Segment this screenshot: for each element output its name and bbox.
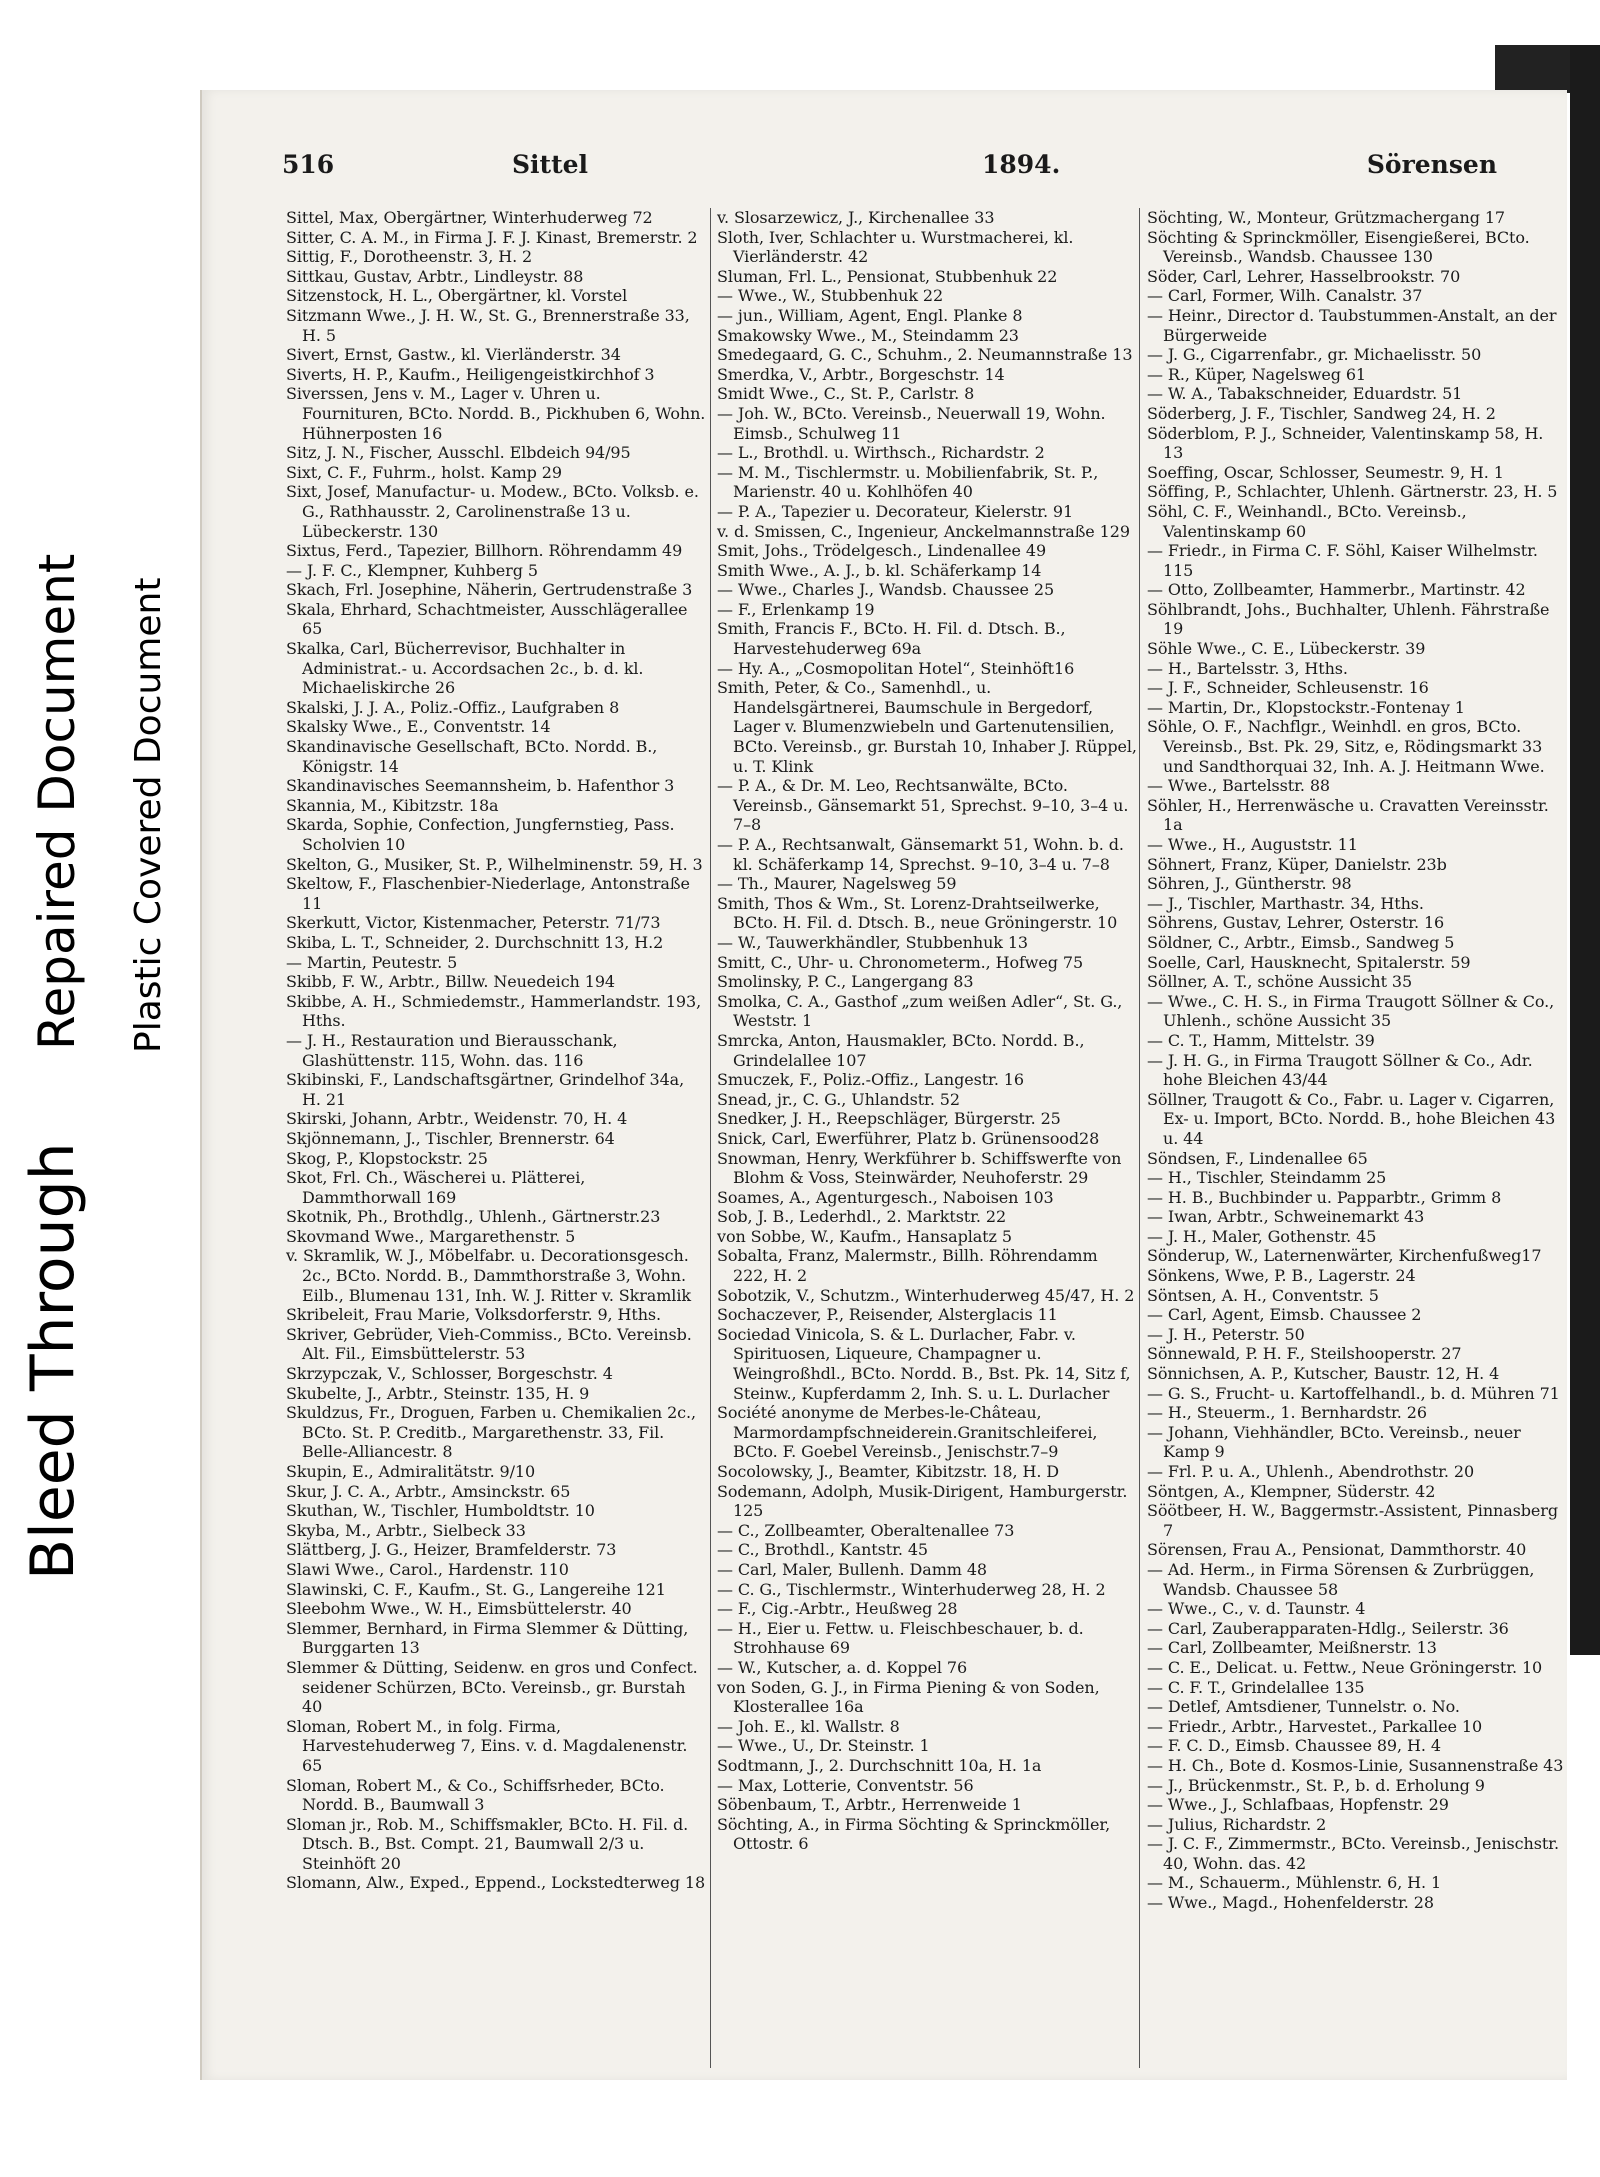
repaired-document-label: Repaired Document — [28, 553, 86, 1050]
directory-entry: Söhle, O. F., Nachflgr., Weinhdl. en gros, BCto. Vereinsb., Bst. Pk. 29, Sitz, e, Rödingsmarkt 33 und Sandthorquai 32, Inh. A. J. Heitmann Wwe. — [1147, 717, 1545, 776]
directory-entry: Smith, Peter, & Co., Samenhdl., u. Handelsgärtnerei, Baumschule in Bergedorf, Lager v. Blumenzwiebeln und Gartenutensilien, BCto. Vereinsb., gr. Burstah 10, Inhaber J. Rüppel, u. T. Klink — [717, 678, 1137, 776]
directory-entry: — J. H., Peterstr. 50 — [1147, 1324, 1305, 1344]
directory-entry: Sitz, J. N., Fischer, Ausschl. Elbdeich 94/95 — [286, 443, 631, 463]
directory-entry: Sönderup, W., Laternenwärter, Kirchenfußweg17 — [1147, 1246, 1542, 1266]
directory-entry: Söötbeer, H. W., Baggermstr.-Assistent, Pinnasberg 7 — [1147, 1501, 1558, 1540]
page-number: 516 — [282, 150, 335, 179]
directory-entry: — J. C. F., Zimmermstr., BCto. Vereinsb., Jenischstr. 40, Wohn. das. 42 — [1147, 1834, 1559, 1873]
directory-entry: Söldner, C., Arbtr., Eimsb., Sandweg 5 — [1147, 932, 1455, 952]
directory-entry: Soelle, Carl, Hausknecht, Spitalerstr. 59 — [1147, 952, 1471, 972]
directory-entry: Skeltow, F., Flaschenbier-Niederlage, Antonstraße 11 — [286, 874, 690, 913]
directory-entry: Sitzmann Wwe., J. H. W., St. G., Brennerstraße 33, H. 5 — [286, 305, 690, 345]
directory-entry: Smith Wwe., A. J., b. kl. Schäferkamp 14 — [717, 560, 1042, 580]
directory-entry: Smolka, C. A., Gasthof „zum weißen Adler“, St. G., Weststr. 1 — [717, 991, 1123, 1031]
directory-entry: Söllner, Traugott & Co., Fabr. u. Lager v. Cigarren, Ex- u. Import, BCto. Nordd. B., hohe Bleichen 43 u. 44 — [1147, 1089, 1556, 1148]
directory-entry: — J., Brückenmstr., St. P., b. d. Erholung 9 — [1147, 1775, 1485, 1795]
plastic-covered-label: Plastic Covered Document — [128, 577, 169, 1053]
directory-entry: Smith, Francis F., BCto. H. Fil. d. Dtsch. B., Harvestehuderweg 69a — [717, 619, 1066, 659]
directory-entry: — F., Cig.-Arbtr., Heußweg 28 — [717, 1599, 958, 1619]
left-running-head: Sittel — [512, 150, 589, 179]
directory-entry: Snick, Carl, Ewerführer, Platz b. Grünensood28 — [717, 1128, 1100, 1148]
directory-entry: Sönnichsen, A. P., Kutscher, Baustr. 12, H. 4 — [1147, 1364, 1500, 1384]
directory-entry: Skandinavisches Seemannsheim, b. Hafenthor 3 — [286, 776, 675, 796]
column-divider — [1139, 208, 1140, 2068]
directory-entry: — Th., Maurer, Nagelsweg 59 — [717, 874, 957, 894]
directory-entry: — Johann, Viehhändler, BCto. Vereinsb., neuer Kamp 9 — [1147, 1422, 1521, 1462]
directory-entry: Slemmer, Bernhard, in Firma Slemmer & Dütting, Burggarten 13 — [286, 1618, 689, 1658]
directory-entry: Sivert, Ernst, Gastw., kl. Vierländerstr. 34 — [286, 345, 621, 365]
directory-entry: — H. B., Buchbinder u. Papparbtr., Grimm 8 — [1147, 1187, 1502, 1207]
directory-entry: Sloth, Iver, Schlachter u. Wurstmacherei, kl. Vierländerstr. 42 — [717, 227, 1074, 267]
directory-entry: — P. A., Tapezier u. Decorateur, Kielerstr. 91 — [717, 501, 1074, 521]
directory-entry: v. Slosarzewicz, J., Kirchenallee 33 — [717, 208, 995, 227]
directory-entry: — Wwe., Bartelsstr. 88 — [1147, 776, 1330, 796]
directory-entry: — J. F., Schneider, Schleusenstr. 16 — [1147, 678, 1429, 698]
directory-entry: — Ad. Herm., in Firma Sörensen & Zurbrüggen, Wandsb. Chaussee 58 — [1147, 1559, 1535, 1599]
directory-entry: — Wwe., J., Schlafbaas, Hopfenstr. 29 — [1147, 1795, 1449, 1815]
directory-entry: Sloman jr., Rob. M., Schiffsmakler, BCto. H. Fil. d. Dtsch. B., Bst. Compt. 21, Baumwall 2/3 u. Steinhöft 20 — [286, 1814, 689, 1873]
directory-entry: — C. T., Hamm, Mittelstr. 39 — [1147, 1030, 1375, 1050]
directory-entry: — W., Kutscher, a. d. Koppel 76 — [717, 1657, 968, 1677]
directory-entry: Skala, Ehrhard, Schachtmeister, Ausschlägerallee 65 — [286, 599, 688, 639]
directory-entry: — H., Eier u. Fettw. u. Fleischbeschauer, b. d. Strohhause 69 — [717, 1618, 1084, 1658]
directory-entry: Söderblom, P. J., Schneider, Valentinskamp 58, H. 13 — [1147, 423, 1544, 463]
directory-entry: Smrcka, Anton, Hausmakler, BCto. Nordd. B., Grindelallee 107 — [717, 1030, 1085, 1070]
directory-entry: Skovmand Wwe., Margarethenstr. 5 — [286, 1226, 576, 1246]
directory-entry: Sitter, C. A. M., in Firma J. F. J. Kinast, Bremerstr. 2 — [286, 227, 698, 247]
directory-entry: — Martin, Peutestr. 5 — [286, 952, 458, 972]
directory-entry: — H., Bartelsstr. 3, Hths. — [1147, 658, 1348, 678]
directory-entry: Soames, A., Agenturgesch., Naboisen 103 — [717, 1187, 1054, 1207]
directory-entry: Söchting, W., Monteur, Grützmachergang 17 — [1147, 208, 1505, 227]
directory-entry: Skannia, M., Kibitzstr. 18a — [286, 795, 499, 815]
directory-entry: — Wwe., W., Stubbenhuk 22 — [717, 286, 944, 306]
directory-entry: — J. H. G., in Firma Traugott Söllner & Co., Adr. hohe Bleichen 43/44 — [1147, 1050, 1533, 1090]
directory-entry: — C. G., Tischlermstr., Winterhuderweg 28, H. 2 — [717, 1579, 1106, 1599]
directory-entry: Sönnewald, P. H. F., Steilshooperstr. 27 — [1147, 1344, 1462, 1364]
directory-entry: Smit, Johs., Trödelgesch., Lindenallee 49 — [717, 541, 1047, 561]
directory-entry: — C., Brothdl., Kantstr. 45 — [717, 1540, 928, 1560]
page-header — [282, 150, 1537, 200]
directory-entry: Sluman, Frl. L., Pensionat, Stubbenhuk 22 — [717, 266, 1058, 286]
directory-entry: Skriver, Gebrüder, Vieh-Commiss., BCto. Vereinsb. Alt. Fil., Eimsbüttelerstr. 53 — [286, 1324, 692, 1364]
directory-entry: Socolowsky, J., Beamter, Kibitzstr. 18, H. D — [717, 1462, 1060, 1481]
directory-entry: Söderberg, J. F., Tischler, Sandweg 24, H. 2 — [1147, 403, 1496, 423]
column-divider — [710, 208, 711, 2068]
directory-entry: Söllner, A. T., schöne Aussicht 35 — [1147, 972, 1413, 992]
directory-entry: v. Skramlik, W. J., Möbelfabr. u. Decorationsgesch. 2c., BCto. Nordd. B., Dammthorstraße 3, Wohn. Eilb., Blumenau 131, Inh. W. J. Ritter v. Skramlik — [286, 1246, 691, 1305]
directory-entry: Skibbe, A. H., Schmiedemstr., Hammerlandstr. 193, Hths. — [286, 991, 702, 1031]
directory-entry: Skalka, Carl, Bücherrevisor, Buchhalter in Administrat.- u. Accordsachen 2c., b. d. kl. Michaeliskirche 26 — [286, 639, 644, 698]
directory-entry: Sobalta, Franz, Malermstr., Billh. Röhrendamm 222, H. 2 — [717, 1246, 1098, 1286]
directory-entry: Smedegaard, G. C., Schuhm., 2. Neumannstraße 13 — [717, 345, 1133, 365]
directory-entry: — Carl, Zollbeamter, Meißnerstr. 13 — [1147, 1638, 1437, 1658]
directory-entry: Skotnik, Ph., Brothdlg., Uhlenh., Gärtnerstr.23 — [286, 1207, 661, 1227]
directory-entry: Söder, Carl, Lehrer, Hasselbrookstr. 70 — [1147, 266, 1461, 286]
directory-entry: Skot, Frl. Ch., Wäscherei u. Plätterei, Dammthorwall 169 — [286, 1168, 586, 1207]
directory-entry: Skibb, F. W., Arbtr., Billw. Neuedeich 194 — [286, 972, 615, 992]
directory-entry: Söhle Wwe., C. E., Lübeckerstr. 39 — [1147, 639, 1426, 659]
directory-entry: Skiba, L. T., Schneider, 2. Durchschnitt 13, H.2 — [286, 932, 664, 952]
directory-entry: — W. A., Tabakschneider, Eduardstr. 51 — [1147, 384, 1463, 404]
directory-entry: Snowman, Henry, Werkführer b. Schiffswerfte von Blohm & Voss, Steinwärder, Neuhoferstr. 29 — [717, 1148, 1122, 1188]
directory-entry: — J. H., Restauration und Bierausschank, Glashüttenstr. 115, Wohn. das. 116 — [286, 1030, 618, 1070]
directory-entry: Smuczek, F., Poliz.-Offiz., Langestr. 16 — [717, 1070, 1024, 1090]
directory-entry: Skuthan, W., Tischler, Humboldtstr. 10 — [286, 1501, 595, 1521]
directory-entry: — Carl, Maler, Bullenh. Damm 48 — [717, 1559, 987, 1579]
directory-entry: Sociedad Vinicola, S. & L. Durlacher, Fabr. v. Spirituosen, Liqueure, Champagner u. Weingroßhdl., BCto. Nordd. B., Bst. Pk. 14, Sitz f, Steinw., Kupferdamm 2, Inh. S. u. L. Durlacher — [717, 1324, 1131, 1403]
directory-entry: — L., Brothdl. u. Wirthsch., Richardstr. 2 — [717, 443, 1045, 463]
directory-entry: — Carl, Zauberapparaten-Hdlg., Seilerstr. 36 — [1147, 1618, 1509, 1638]
directory-entry: von Sobbe, W., Kaufm., Hansaplatz 5 — [717, 1226, 1012, 1246]
directory-entry: Slawi Wwe., Carol., Hardenstr. 110 — [286, 1559, 569, 1579]
directory-entry: Skjönnemann, J., Tischler, Brennerstr. 64 — [286, 1128, 615, 1148]
directory-entry: — J. G., Cigarrenfabr., gr. Michaelisstr. 50 — [1147, 345, 1482, 365]
directory-entry: — Frl. P. u. A., Uhlenh., Abendrothstr. 20 — [1147, 1462, 1475, 1481]
directory-entry: Slawinski, C. F., Kaufm., St. G., Langereihe 121 — [286, 1579, 666, 1599]
directory-entry: Smidt Wwe., C., St. P., Carlstr. 8 — [717, 384, 975, 404]
directory-entry: Smakowsky Wwe., M., Steindamm 23 — [717, 325, 1019, 345]
directory-entry: Siverts, H. P., Kaufm., Heiligengeistkirchhof 3 — [286, 364, 655, 384]
directory-entry: — G. S., Frucht- u. Kartoffelhandl., b. d. Mühren 71 — [1147, 1383, 1560, 1403]
directory-page — [200, 90, 1567, 2080]
bleed-through-label: Bleed Through — [18, 1142, 88, 1580]
scan-dark-edge-right — [1570, 45, 1600, 1655]
directory-entry: — Iwan, Arbtr., Schweinemarkt 43 — [1147, 1207, 1425, 1227]
directory-entry: — C. E., Delicat. u. Fettw., Neue Gröningerstr. 10 — [1147, 1657, 1543, 1677]
directory-entry: — Julius, Richardstr. 2 — [1147, 1814, 1327, 1834]
directory-entry: Söhren, J., Güntherstr. 98 — [1147, 874, 1352, 894]
directory-entry: Sittel, Max, Obergärtner, Winterhuderweg 72 — [286, 208, 653, 227]
directory-entry: Sobotzik, V., Schutzm., Winterhuderweg 45/47, H. 2 — [717, 1285, 1135, 1305]
directory-entry: Skur, J. C. A., Arbtr., Amsinckstr. 65 — [286, 1481, 571, 1501]
directory-entry: — Wwe., Magd., Hohenfelderstr. 28 — [1147, 1893, 1434, 1913]
directory-entry: Skalski, J. J. A., Poliz.-Offiz., Laufgraben 8 — [286, 697, 620, 717]
directory-entry: Sittkau, Gustav, Arbtr., Lindleystr. 88 — [286, 266, 584, 286]
directory-entry: — Heinr., Director d. Taubstummen-Anstalt, an der Bürgerweide — [1147, 305, 1557, 345]
directory-entry: Sodemann, Adolph, Musik-Dirigent, Hamburgerstr. 125 — [717, 1481, 1128, 1521]
directory-entry: — F., Erlenkamp 19 — [717, 599, 875, 619]
directory-entry: Skandinavische Gesellschaft, BCto. Nordd. B., Königstr. 14 — [286, 737, 658, 776]
directory-entry: Skarda, Sophie, Confection, Jungfernstieg, Pass. Scholvien 10 — [286, 815, 675, 854]
directory-entry: Sönkens, Wwe, P. B., Lagerstr. 24 — [1147, 1266, 1416, 1286]
directory-entry: Skog, P., Klopstockstr. 25 — [286, 1148, 488, 1168]
directory-entry: — W., Tauwerkhändler, Stubbenhuk 13 — [717, 932, 1029, 952]
directory-entry: Skupin, E., Admiralitätstr. 9/10 — [286, 1462, 536, 1481]
column-1 — [286, 208, 706, 1893]
directory-entry: Sitzenstock, H. L., Obergärtner, kl. Vorstel — [286, 286, 628, 306]
right-running-head: Sörensen — [1366, 150, 1497, 179]
year-heading: 1894. — [982, 150, 1061, 179]
directory-entry: — M. M., Tischlermstr. u. Mobilienfabrik, St. P., Marienstr. 40 u. Kohlhöfen 40 — [717, 462, 1099, 502]
column-3 — [1147, 208, 1567, 1913]
directory-entry: — Carl, Former, Wilh. Canalstr. 37 — [1147, 286, 1423, 306]
directory-entry: Skyba, M., Arbtr., Sielbeck 33 — [286, 1520, 526, 1540]
directory-entry: Skubelte, J., Arbtr., Steinstr. 135, H. 9 — [286, 1383, 590, 1403]
directory-entry: — H., Steuerm., 1. Bernhardstr. 26 — [1147, 1403, 1427, 1423]
directory-entry: Snedker, J. H., Reepschläger, Bürgerstr. 25 — [717, 1109, 1061, 1129]
directory-entry: Sloman, Robert M., in folg. Firma, Harvestehuderweg 7, Eins. v. d. Magdalenenstr. 65 — [286, 1716, 688, 1775]
directory-entry: — F. C. D., Eimsb. Chaussee 89, H. 4 — [1147, 1736, 1441, 1756]
directory-entry: Söffing, P., Schlachter, Uhlenh. Gärtnerstr. 23, H. 5 — [1147, 482, 1558, 502]
directory-entry: Sixt, Josef, Manufactur- u. Modew., BCto. Volksb. e. G., Rathhausstr. 2, Carolinenstraße 13 u. Lübeckerstr. 130 — [286, 482, 699, 541]
directory-entry: — Carl, Agent, Eimsb. Chaussee 2 — [1147, 1305, 1422, 1325]
directory-entry: — J. F. C., Klempner, Kuhberg 5 — [286, 560, 538, 580]
directory-entry: — Friedr., Arbtr., Harvestet., Parkallee 10 — [1147, 1716, 1483, 1736]
directory-entry: — Otto, Zollbeamter, Hammerbr., Martinstr. 42 — [1147, 580, 1526, 600]
directory-entry: Skibinski, F., Landschaftsgärtner, Grindelhof 34a, H. 21 — [286, 1070, 685, 1109]
directory-entry: — P. A., & Dr. M. Leo, Rechtsanwälte, BCto. Vereinsb., Gänsemarkt 51, Sprechst. 9–10, 3–4 u. 7–8 — [717, 776, 1129, 835]
directory-entry: — Joh. W., BCto. Vereinsb., Neuerwall 19, Wohn. Eimsb., Schulweg 11 — [717, 403, 1106, 443]
directory-entry: Sixt, C. F., Fuhrm., holst. Kamp 29 — [286, 462, 562, 482]
directory-entry: Skerkutt, Victor, Kistenmacher, Peterstr. 71/73 — [286, 913, 661, 933]
directory-entry: — Martin, Dr., Klopstockstr.-Fontenay 1 — [1147, 697, 1465, 717]
directory-entry: Söhler, H., Herrenwäsche u. Cravatten Vereinsstr. 1a — [1147, 795, 1549, 835]
directory-entry: Skach, Frl. Josephine, Näherin, Gertrudenstraße 3 — [286, 580, 693, 600]
directory-entry: Snead, jr., C. G., Uhlandstr. 52 — [717, 1089, 960, 1109]
directory-entry: Slomann, Alw., Exped., Eppend., Lockstedterweg 18 — [286, 1873, 706, 1893]
directory-entry: Sixtus, Ferd., Tapezier, Billhorn. Röhrendamm 49 — [286, 541, 683, 561]
directory-entry: — Wwe., H., Auguststr. 11 — [1147, 835, 1358, 854]
directory-entry: — Friedr., in Firma C. F. Söhl, Kaiser Wilhelmstr. 115 — [1147, 541, 1538, 580]
directory-entry: Sleebohm Wwe., W. H., Eimsbüttelerstr. 40 — [286, 1599, 632, 1619]
directory-entry: Söntsen, A. H., Conventstr. 5 — [1147, 1285, 1379, 1305]
directory-entry: — Hy. A., „Cosmopolitan Hotel“, Steinhöft16 — [717, 658, 1075, 678]
directory-entry: Sittig, F., Dorotheenstr. 3, H. 2 — [286, 247, 533, 267]
directory-entry: Siverssen, Jens v. M., Lager v. Uhren u. Fournituren, BCto. Nordd. B., Pickhuben 6, Wohn. Hühnerposten 16 — [286, 384, 706, 443]
directory-entry: Smerdka, V., Arbtr., Borgeschstr. 14 — [717, 364, 1005, 384]
directory-entry: Skelton, G., Musiker, St. P., Wilhelminenstr. 59, H. 3 — [286, 854, 703, 874]
directory-entry: Söhlbrandt, Johs., Buchhalter, Uhlenh. Fährstraße 19 — [1147, 599, 1550, 639]
directory-entry: Skalsky Wwe., E., Conventstr. 14 — [286, 717, 551, 737]
directory-entry: — Joh. E., kl. Wallstr. 8 — [717, 1716, 900, 1736]
directory-entry: — H., Tischler, Steindamm 25 — [1147, 1168, 1387, 1188]
directory-entry: — Wwe., C., v. d. Taunstr. 4 — [1147, 1599, 1366, 1619]
directory-entry: Sodtmann, J., 2. Durchschnitt 10a, H. 1a — [717, 1755, 1042, 1775]
directory-entry: Smolinsky, P. C., Langergang 83 — [717, 972, 974, 992]
directory-entry: Söchting, A., in Firma Söchting & Sprinckmöller, Ottostr. 6 — [717, 1814, 1111, 1854]
directory-entry: Söhrens, Gustav, Lehrer, Osterstr. 16 — [1147, 913, 1445, 933]
directory-entry: Söhl, C. F., Weinhandl., BCto. Vereinsb., Valentinskamp 60 — [1147, 501, 1467, 541]
directory-entry: v. d. Smissen, C., Ingenieur, Anckelmannstraße 129 — [717, 521, 1130, 541]
directory-entry: Soeffing, Oscar, Schlosser, Seumestr. 9, H. 1 — [1147, 462, 1504, 482]
directory-entry: Söchting & Sprinckmöller, Eisengießerei, BCto. Vereinsb., Wandsb. Chaussee 130 — [1147, 227, 1530, 267]
directory-entry: — C., Zollbeamter, Oberaltenallee 73 — [717, 1520, 1015, 1540]
directory-entry: Söndsen, F., Lindenallee 65 — [1147, 1148, 1368, 1168]
directory-entry: — Wwe., Charles J., Wandsb. Chaussee 25 — [717, 580, 1055, 600]
directory-entry: Slättberg, J. G., Heizer, Bramfelderstr. 73 — [286, 1540, 617, 1560]
directory-entry: Skirski, Johann, Arbtr., Weidenstr. 70, H. 4 — [286, 1109, 628, 1129]
directory-entry: Skrzypczak, V., Schlosser, Borgeschstr. 4 — [286, 1364, 613, 1384]
directory-entry: Söhnert, Franz, Küper, Danielstr. 23b — [1147, 854, 1447, 874]
directory-entry: — P. A., Rechtsanwalt, Gänsemarkt 51, Wohn. b. d. kl. Schäferkamp 14, Sprechst. 9–10, 3–4 u. 7–8 — [717, 835, 1124, 874]
directory-entry: Skribeleit, Frau Marie, Volksdorferstr. 9, Hths. — [286, 1305, 661, 1325]
directory-entry: Slemmer & Dütting, Seidenw. en gros und Confect. seidener Schürzen, BCto. Vereinsb., gr. Burstah 40 — [286, 1657, 698, 1717]
directory-entry: Smith, Thos & Wm., St. Lorenz-Drahtseilwerke, BCto. H. Fil. d. Dtsch. B., neue Gröningerstr. 10 — [717, 893, 1118, 933]
directory-entry: — J. H., Maler, Gothenstr. 45 — [1147, 1226, 1377, 1246]
directory-entry: — C. F. T., Grindelallee 135 — [1147, 1677, 1365, 1697]
directory-entry: — Max, Lotterie, Conventstr. 56 — [717, 1775, 974, 1795]
directory-entry: Sob, J. B., Lederhdl., 2. Marktstr. 22 — [717, 1207, 1007, 1227]
directory-entry: — jun., William, Agent, Engl. Planke 8 — [717, 305, 1023, 325]
directory-entry: Smitt, C., Uhr- u. Chronometerm., Hofweg 75 — [717, 952, 1084, 972]
directory-entry: — R., Küper, Nagelsweg 61 — [1147, 364, 1367, 384]
directory-entry: von Soden, G. J., in Firma Piening & von Soden, Klosterallee 16a — [717, 1677, 1100, 1717]
directory-entry: — Wwe., U., Dr. Steinstr. 1 — [717, 1736, 930, 1756]
directory-entry: Sloman, Robert M., & Co., Schiffsrheder, BCto. Nordd. B., Baumwall 3 — [286, 1775, 665, 1815]
directory-entry: Söbenbaum, T., Arbtr., Herrenweide 1 — [717, 1795, 1022, 1815]
directory-entry: Söntgen, A., Klempner, Süderstr. 42 — [1147, 1481, 1436, 1501]
directory-entry: Sochaczever, P., Reisender, Alsterglacis 11 — [717, 1305, 1058, 1325]
directory-entry: — J., Tischler, Marthastr. 34, Hths. — [1147, 893, 1424, 913]
directory-entry: — Detlef, Amtsdiener, Tunnelstr. o. No. — [1147, 1697, 1460, 1717]
directory-entry: — M., Schauerm., Mühlenstr. 6, H. 1 — [1147, 1873, 1442, 1893]
directory-entry: Sörensen, Frau A., Pensionat, Dammthorstr. 40 — [1147, 1540, 1527, 1560]
directory-entry: Skuldzus, Fr., Droguen, Farben u. Chemikalien 2c., BCto. St. P. Creditb., Margarethenstr. 33, Fil. Belle-Alliancestr. 8 — [286, 1403, 697, 1462]
directory-entry: Société anonyme de Merbes-le-Château, Marmordampfschneiderein.Granitschleiferei, BCto. F. Goebel Vereinsb., Jenischstr.7–9 — [717, 1403, 1098, 1462]
directory-entry: — H. Ch., Bote d. Kosmos-Linie, Susannenstraße 43 — [1147, 1755, 1564, 1775]
directory-entry: — Wwe., C. H. S., in Firma Traugott Söllner & Co., Uhlenh., schöne Aussicht 35 — [1147, 991, 1555, 1031]
column-2 — [717, 208, 1137, 1854]
